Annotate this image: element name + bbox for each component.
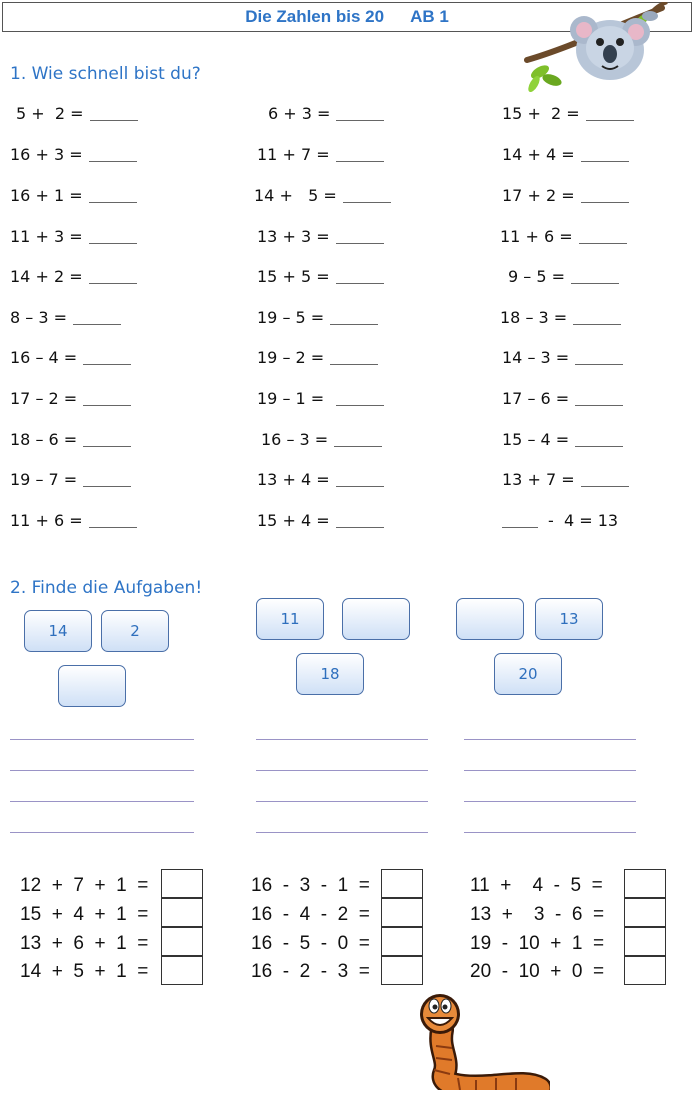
exercise: 16 + 1 = <box>10 186 137 205</box>
exercise: 16 + 3 = <box>10 145 137 164</box>
writing-line[interactable] <box>256 801 428 802</box>
exercise: 15 + 4 = <box>257 511 384 530</box>
exercise: 5 + 2 = <box>16 104 138 123</box>
exercise: 17 + 2 = <box>502 186 629 205</box>
answer-blank[interactable] <box>90 119 138 121</box>
number-tile-empty[interactable] <box>58 665 126 707</box>
answer-box[interactable] <box>161 927 203 956</box>
answer-blank[interactable] <box>336 485 384 487</box>
three-term-exercise: 15 + 4 + 1 = <box>20 904 149 925</box>
answer-blank[interactable] <box>336 242 384 244</box>
answer-blank[interactable] <box>83 445 131 447</box>
writing-line[interactable] <box>10 739 194 740</box>
koala-illustration <box>522 2 672 92</box>
exercise: 15 – 4 = <box>502 430 623 449</box>
answer-blank[interactable] <box>575 363 623 365</box>
exercise: 18 – 6 = <box>10 430 131 449</box>
exercise: 15 + 2 = <box>502 104 634 123</box>
exercise: 11 + 7 = <box>257 145 384 164</box>
answer-blank[interactable] <box>502 526 538 528</box>
exercise: 16 – 4 = <box>10 348 131 367</box>
exercise: 9 – 5 = <box>508 267 619 286</box>
number-tile: 13 <box>535 598 603 640</box>
writing-line[interactable] <box>464 801 636 802</box>
three-term-exercise: 12 + 7 + 1 = <box>20 875 149 896</box>
exercise: 11 + 6 = <box>500 227 627 246</box>
three-term-exercise: 13 + 3 - 6 = <box>470 904 605 925</box>
exercise: 11 + 6 = <box>10 511 137 530</box>
section1-title: 1. Wie schnell bist du? <box>10 64 201 84</box>
three-term-exercise: 14 + 5 + 1 = <box>20 961 149 982</box>
exercise: 8 – 3 = <box>10 308 121 327</box>
exercise: 11 + 3 = <box>10 227 137 246</box>
answer-blank[interactable] <box>83 363 131 365</box>
three-term-exercise: 13 + 6 + 1 = <box>20 933 149 954</box>
answer-box[interactable] <box>381 898 423 927</box>
exercise: 14 – 3 = <box>502 348 623 367</box>
answer-blank[interactable] <box>89 160 137 162</box>
answer-box[interactable] <box>624 898 666 927</box>
answer-blank[interactable] <box>89 242 137 244</box>
answer-box[interactable] <box>161 898 203 927</box>
exercise: 13 + 4 = <box>257 470 384 489</box>
answer-blank[interactable] <box>89 526 137 528</box>
exercise: 14 + 2 = <box>10 267 137 286</box>
writing-line[interactable] <box>464 832 636 833</box>
writing-line[interactable] <box>10 770 194 771</box>
answer-blank[interactable] <box>83 404 131 406</box>
answer-blank[interactable] <box>581 485 629 487</box>
answer-blank[interactable] <box>336 119 384 121</box>
answer-blank[interactable] <box>581 160 629 162</box>
answer-blank[interactable] <box>581 201 629 203</box>
number-tile-empty[interactable] <box>456 598 524 640</box>
exercise: 14 + 4 = <box>502 145 629 164</box>
writing-line[interactable] <box>10 832 194 833</box>
three-term-exercise: 20 - 10 + 0 = <box>470 961 605 982</box>
answer-blank[interactable] <box>73 323 121 325</box>
answer-blank[interactable] <box>89 201 137 203</box>
answer-blank[interactable] <box>330 363 378 365</box>
answer-blank[interactable] <box>89 282 137 284</box>
exercise: 13 + 7 = <box>502 470 629 489</box>
answer-box[interactable] <box>624 956 666 985</box>
exercise: 6 + 3 = <box>268 104 384 123</box>
answer-blank[interactable] <box>330 323 378 325</box>
three-term-exercise: 19 - 10 + 1 = <box>470 933 605 954</box>
exercise: 19 – 1 = <box>257 389 384 408</box>
exercise: 15 + 5 = <box>257 267 384 286</box>
number-tile-empty[interactable] <box>342 598 410 640</box>
answer-blank[interactable] <box>573 323 621 325</box>
three-term-exercise: 11 + 4 - 5 = <box>470 875 603 896</box>
exercise: 14 + 5 = <box>254 186 391 205</box>
answer-blank[interactable] <box>575 445 623 447</box>
number-tile: 2 <box>101 610 169 652</box>
answer-blank[interactable] <box>336 282 384 284</box>
writing-line[interactable] <box>256 739 428 740</box>
writing-line[interactable] <box>256 832 428 833</box>
answer-box[interactable] <box>381 869 423 898</box>
answer-box[interactable] <box>381 927 423 956</box>
number-tile: 14 <box>24 610 92 652</box>
answer-box[interactable] <box>381 956 423 985</box>
exercise: 17 – 2 = <box>10 389 131 408</box>
answer-blank[interactable] <box>575 404 623 406</box>
worksheet-number: AB 1 <box>410 7 449 26</box>
answer-blank[interactable] <box>586 119 634 121</box>
exercise: 19 – 7 = <box>10 470 131 489</box>
three-term-exercise: 16 - 5 - 0 = <box>251 933 370 954</box>
writing-line[interactable] <box>464 739 636 740</box>
three-term-exercise: 16 - 3 - 1 = <box>251 875 370 896</box>
answer-blank[interactable] <box>571 282 619 284</box>
answer-box[interactable] <box>161 956 203 985</box>
exercise: 16 – 3 = <box>261 430 382 449</box>
answer-blank[interactable] <box>343 201 391 203</box>
exercise: 18 – 3 = <box>500 308 621 327</box>
exercise: 13 + 3 = <box>257 227 384 246</box>
number-tile: 20 <box>494 653 562 695</box>
three-term-exercise: 16 - 4 - 2 = <box>251 904 370 925</box>
worksheet-title: Die Zahlen bis 20 <box>245 7 385 26</box>
three-term-exercise: 16 - 2 - 3 = <box>251 961 370 982</box>
exercise: 19 – 2 = <box>257 348 378 367</box>
answer-blank[interactable] <box>579 242 627 244</box>
writing-line[interactable] <box>256 770 428 771</box>
answer-blank[interactable] <box>336 526 384 528</box>
answer-box[interactable] <box>624 927 666 956</box>
answer-blank[interactable] <box>83 485 131 487</box>
exercise: 17 – 6 = <box>502 389 623 408</box>
number-tile: 18 <box>296 653 364 695</box>
answer-box[interactable] <box>624 869 666 898</box>
answer-blank[interactable] <box>336 160 384 162</box>
worm-illustration <box>400 990 550 1090</box>
answer-blank[interactable] <box>334 445 382 447</box>
answer-blank[interactable] <box>336 404 384 406</box>
answer-box[interactable] <box>161 869 203 898</box>
exercise: - 4 = 13 <box>502 511 618 530</box>
section2-title: 2. Finde die Aufgaben! <box>10 578 203 598</box>
number-tile: 11 <box>256 598 324 640</box>
writing-line[interactable] <box>464 770 636 771</box>
writing-line[interactable] <box>10 801 194 802</box>
exercise: 19 – 5 = <box>257 308 378 327</box>
